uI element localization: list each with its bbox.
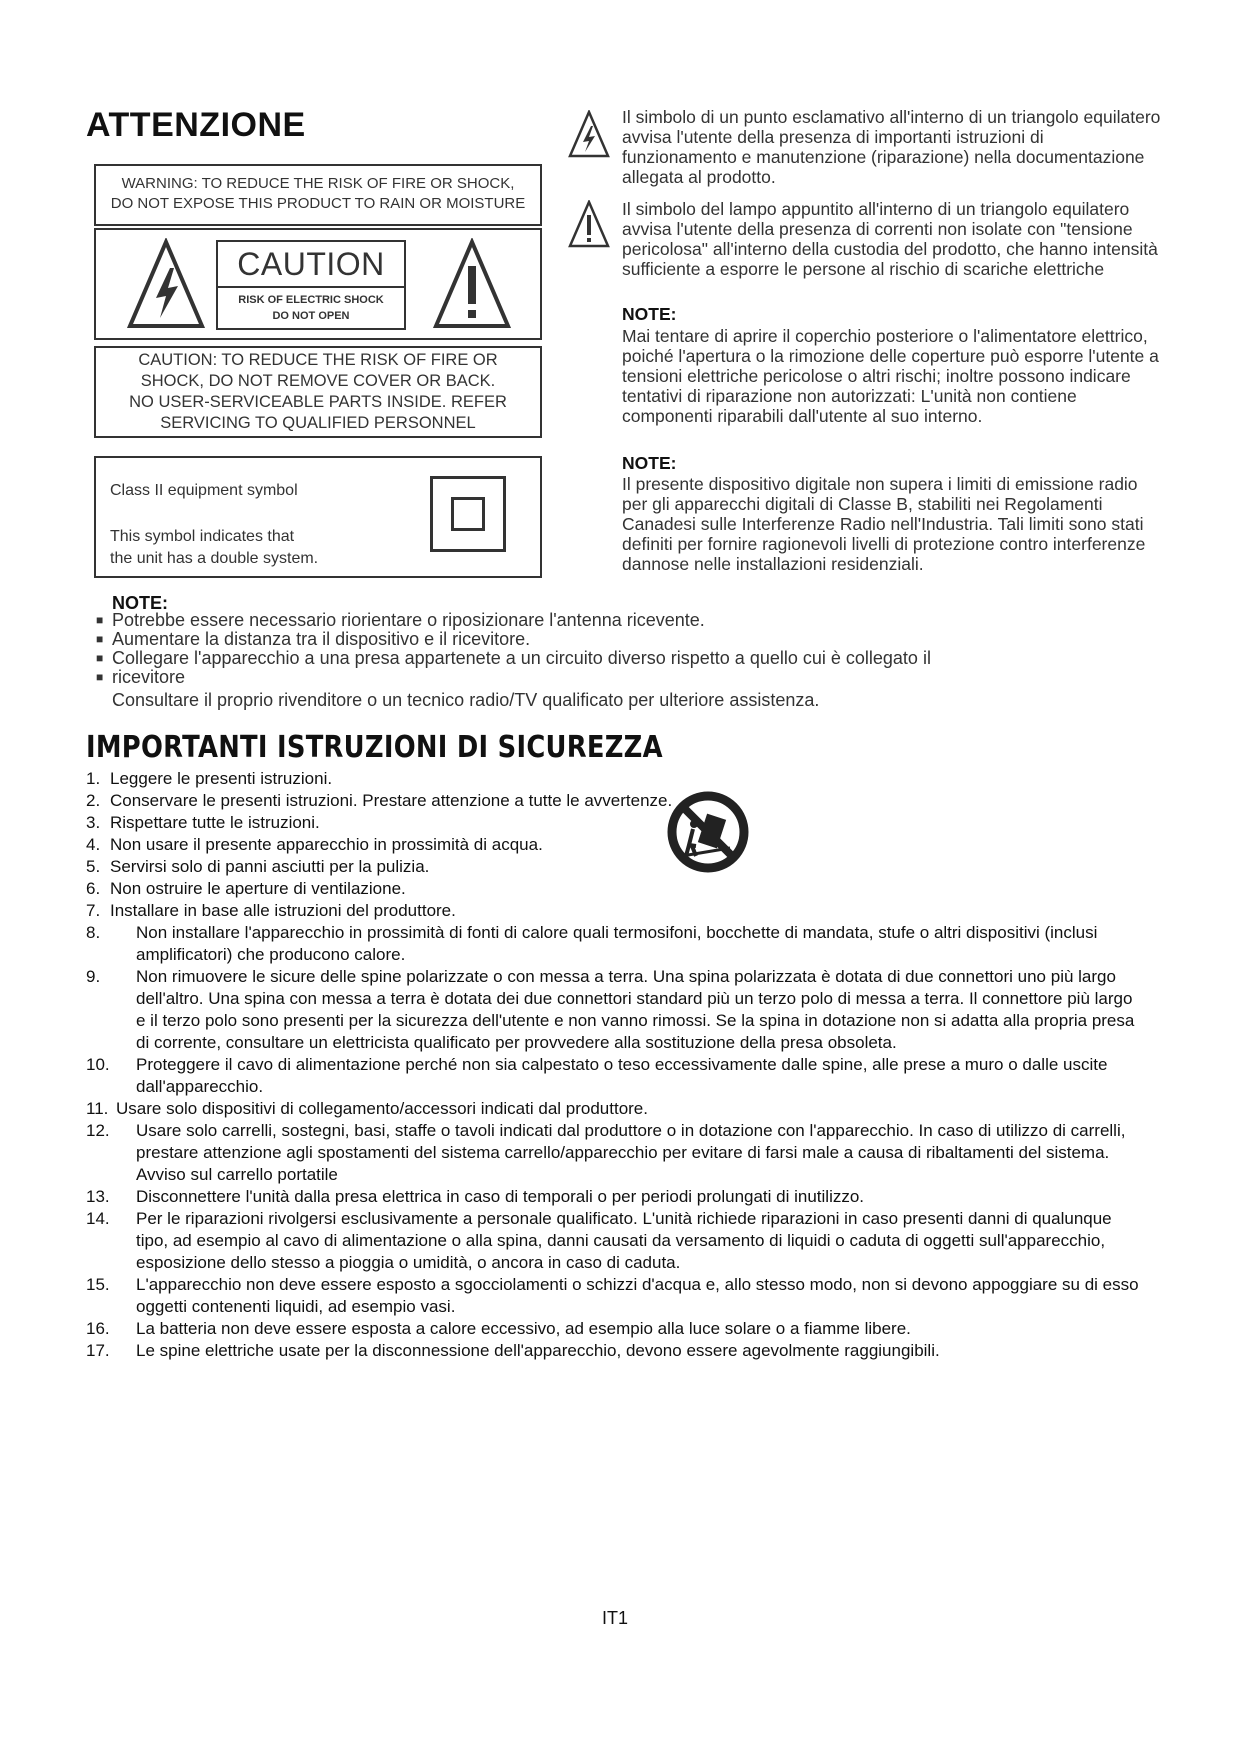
- list-item-number: 12.: [86, 1121, 110, 1140]
- list-item: [86, 922, 1146, 966]
- bullet-text: Aumentare la distanza tra il dispositivo e il ricevitore.: [112, 629, 531, 649]
- caution-text-line-4: SERVICING TO QUALIFIED PERSONNEL: [160, 414, 476, 432]
- list-item-number: 4.: [86, 835, 101, 854]
- bottom-note-heading: NOTE:: [112, 593, 168, 613]
- list-item-number: 16.: [86, 1319, 110, 1338]
- safety-heading: IMPORTANTI ISTRUZIONI DI SICUREZZA: [86, 730, 663, 765]
- bullet-text: ricevitore: [112, 667, 186, 687]
- caution-text-line-2: SHOCK, DO NOT REMOVE COVER OR BACK.: [140, 372, 496, 390]
- note-text-2: Il presente dispositivo digitale non supera i limiti di emissione radio per gli apparecchi digitali di Classe B, stabiliti nei Regolamenti Canadesi sulle Interferenze Radio nell'Industria. Tali limiti sono stati definiti per fornire ragionevoli livelli di protezione contro interferenze dannose nelle installazioni residenziali.: [622, 474, 1146, 574]
- list-item-number: 11.: [86, 1099, 109, 1118]
- list-item: [86, 1274, 1146, 1318]
- list-item-number: 15.: [86, 1275, 110, 1294]
- caution-divider: [218, 286, 404, 288]
- bullet-text: Collegare l'apparecchio a una presa appartenete a un circuito diverso rispetto a quello cui è collegato il: [112, 648, 931, 668]
- list-item-text: Usare solo dispositivi di collegamento/accessori indicati dal produttore.: [116, 1099, 648, 1118]
- list-item: [86, 1208, 1146, 1274]
- list-item-number: 17.: [86, 1341, 110, 1360]
- list-item: [86, 834, 1146, 856]
- list-item-text: La batteria non deve essere esposta a calore eccessivo, ad esempio alla luce solare o a fiamme libere.: [136, 1319, 911, 1338]
- list-item: [86, 812, 1146, 834]
- list-item-text: Usare solo carrelli, sostegni, basi, staffe o tavoli indicati dal produttore o in dotazione con l'apparecchio. In caso di utilizzo di carrelli, prestare attenzione agli spostamenti del sistema carrello/apparecchio per evitare di farsi male a causa di ribaltamenti del sistema. Avviso sul carrello portatile: [136, 1121, 1126, 1184]
- list-item: [86, 966, 1146, 1054]
- warning-line-1: WARNING: TO REDUCE THE RISK OF FIRE OR SHOCK,: [121, 175, 515, 192]
- list-item-number: 2.: [86, 791, 101, 810]
- page-title: ATTENZIONE: [86, 106, 306, 144]
- list-item-number: 14.: [86, 1209, 110, 1228]
- caution-sub-1: RISK OF ELECTRIC SHOCK: [238, 294, 384, 306]
- list-item: [86, 1054, 1146, 1098]
- bullet-text: Potrebbe essere necessario riorientare o riposizionare l'antenna ricevente.: [112, 610, 705, 630]
- page-number: IT1: [602, 1608, 629, 1628]
- list-item: [86, 1340, 1146, 1362]
- lightning-symbol-text: Il simbolo del lampo appuntito all'interno di un triangolo equilatero avvisa l'utente della presenza di correnti non isolate con "tensione pericolosa" all'interno della custodia del prodotto, che hanno intensità sufficiente a esporre le persone al rischio di scariche elettriche: [622, 199, 1158, 279]
- bullet-square-icon: ■: [96, 613, 104, 627]
- list-item-number: 10.: [86, 1055, 110, 1074]
- class-ii-desc-2: the unit has a double system.: [110, 550, 319, 567]
- bullet-item: [96, 630, 931, 649]
- bullet-square-icon: ■: [96, 632, 104, 646]
- caution-word: CAUTION: [237, 246, 385, 282]
- list-item-number: 1.: [86, 769, 101, 788]
- double-insulation-inner: [451, 497, 485, 531]
- list-item-text: Conservare le presenti istruzioni. Prestare attenzione a tutte le avvertenze.: [110, 791, 673, 810]
- warning-line-2: DO NOT EXPOSE THIS PRODUCT TO RAIN OR MOISTURE: [110, 195, 526, 212]
- lightning-triangle-icon: [126, 238, 206, 330]
- list-item: [86, 1120, 1146, 1186]
- class-ii-desc-1: This symbol indicates that: [110, 528, 295, 545]
- list-item: [86, 900, 1146, 922]
- list-item-number: 3.: [86, 813, 101, 832]
- note-heading-2: NOTE:: [622, 453, 677, 473]
- list-item-text: Proteggere il cavo di alimentazione perché non sia calpestato o teso eccessivamente dalle spine, alle prese a muro o dalle uscite dall'apparecchio.: [136, 1055, 1108, 1096]
- caution-sign: [216, 240, 406, 330]
- list-item-number: 6.: [86, 879, 101, 898]
- small-lightning-triangle-icon: [568, 110, 610, 158]
- bottom-note-bullets: [96, 611, 931, 710]
- list-item-number: 5.: [86, 857, 101, 876]
- list-item-text: L'apparecchio non deve essere esposto a sgocciolamenti o schizzi d'acqua e, allo stesso modo, non si devono appoggiare su di esso oggetti contenenti liquidi, ad esempio vasi.: [136, 1275, 1139, 1316]
- list-item-text: Le spine elettriche usate per la disconnessione dell'apparecchio, devono essere agevolmente raggiungibili.: [136, 1341, 940, 1360]
- caution-text-line-1: CAUTION: TO REDUCE THE RISK OF FIRE OR: [138, 351, 498, 369]
- bullet-square-icon: ■: [96, 670, 104, 684]
- class-ii-description: [110, 526, 318, 570]
- list-item-text: Disconnettere l'unità dalla presa elettrica in caso di temporali o per periodi prolungati di inutilizzo.: [136, 1187, 865, 1206]
- safety-list: [86, 768, 1146, 1362]
- bullet-item: [96, 668, 931, 687]
- caution-sub-2: DO NOT OPEN: [272, 310, 350, 322]
- consult-text: Consultare il proprio rivenditore o un tecnico radio/TV qualificato per ulteriore assistenza.: [112, 690, 820, 710]
- list-item-number: 8.: [86, 923, 101, 942]
- exclamation-triangle-icon: [432, 238, 512, 330]
- list-item-text: Non rimuovere le sicure delle spine polarizzate o con messa a terra. Una spina polarizzata è dotata di due connettori uno più largo dell'altro. Una spina con messa a terra è dotata dei due connettori standard più un terzo polo di messa a terra. Il connettore più largo e il terzo polo sono presenti per la sicurezza dell'utente e non vanno rimossi. Se la spina in dotazione non si adatta alla propria presa di corrente, consultare un elettricista qualificato per provvedere alla sostituzione della presa obsoleta.: [136, 967, 1135, 1052]
- list-item-text: Non ostruire le aperture di ventilazione.: [110, 879, 406, 898]
- warning-box: [94, 164, 542, 226]
- list-item: [86, 1318, 1146, 1340]
- list-item: [86, 878, 1146, 900]
- list-item-number: 7.: [86, 901, 101, 920]
- list-item: [86, 790, 1146, 812]
- list-item-text: Non installare l'apparecchio in prossimità di fonti di calore quali termosifoni, bocchette di mandata, stufe o altri dispositivi (inclusi amplificatori) che producono calore.: [136, 923, 1098, 964]
- double-insulation-icon: [430, 476, 506, 552]
- small-exclamation-triangle-icon: [568, 200, 610, 248]
- bullet-item: [96, 649, 931, 668]
- exclamation-symbol-text: Il simbolo di un punto esclamativo all'interno di un triangolo equilatero avvisa l'utente della presenza di importanti istruzioni di funzionamento e manutenzione (riparazione) nella documentazione allegata al prodotto.: [622, 107, 1161, 187]
- note-text-1: Mai tentare di aprire il coperchio posteriore o l'alimentatore elettrico, poiché l'apertura o la rimozione delle coperture può esporre l'utente a tensioni elettriche pericolose o altri rischi; inoltre possono indicare tentativi di riparazione non autorizzati: L'unità non contiene componenti riparabili dall'utente al suo interno.: [622, 326, 1159, 426]
- class-ii-label: Class II equipment symbol: [110, 482, 298, 499]
- caution-text-box: [94, 346, 542, 438]
- list-item: [86, 1186, 1146, 1208]
- bullet-square-icon: ■: [96, 651, 104, 665]
- list-item-number: 9.: [86, 967, 101, 986]
- list-item-number: 13.: [86, 1187, 110, 1206]
- list-item-text: Leggere le presenti istruzioni.: [110, 769, 333, 788]
- bullet-item: [96, 611, 931, 630]
- caution-text-line-3: NO USER-SERVICEABLE PARTS INSIDE. REFER: [129, 393, 507, 411]
- list-item: [86, 1098, 1146, 1120]
- list-item-text: Per le riparazioni rivolgersi esclusivamente a personale qualificato. L'unità richiede riparazioni in caso presenti danni di qualunque tipo, ad esempio al cavo di alimentazione o alla spina, danni causati da versamento di liquidi o caduta di oggetti sull'apparecchio, esposizione dello stesso a pioggia o umidità, o ancora in caso di caduta.: [136, 1209, 1112, 1272]
- list-item-text: Servirsi solo di panni asciutti per la pulizia.: [110, 857, 430, 876]
- list-item: [86, 856, 1146, 878]
- class-ii-box: [94, 456, 542, 578]
- list-item-text: Non usare il presente apparecchio in prossimità di acqua.: [110, 835, 543, 854]
- note-heading-1: NOTE:: [622, 304, 677, 324]
- list-item: [86, 768, 1146, 790]
- list-item-text: Installare in base alle istruzioni del produttore.: [110, 901, 456, 920]
- list-item-text: Rispettare tutte le istruzioni.: [110, 813, 320, 832]
